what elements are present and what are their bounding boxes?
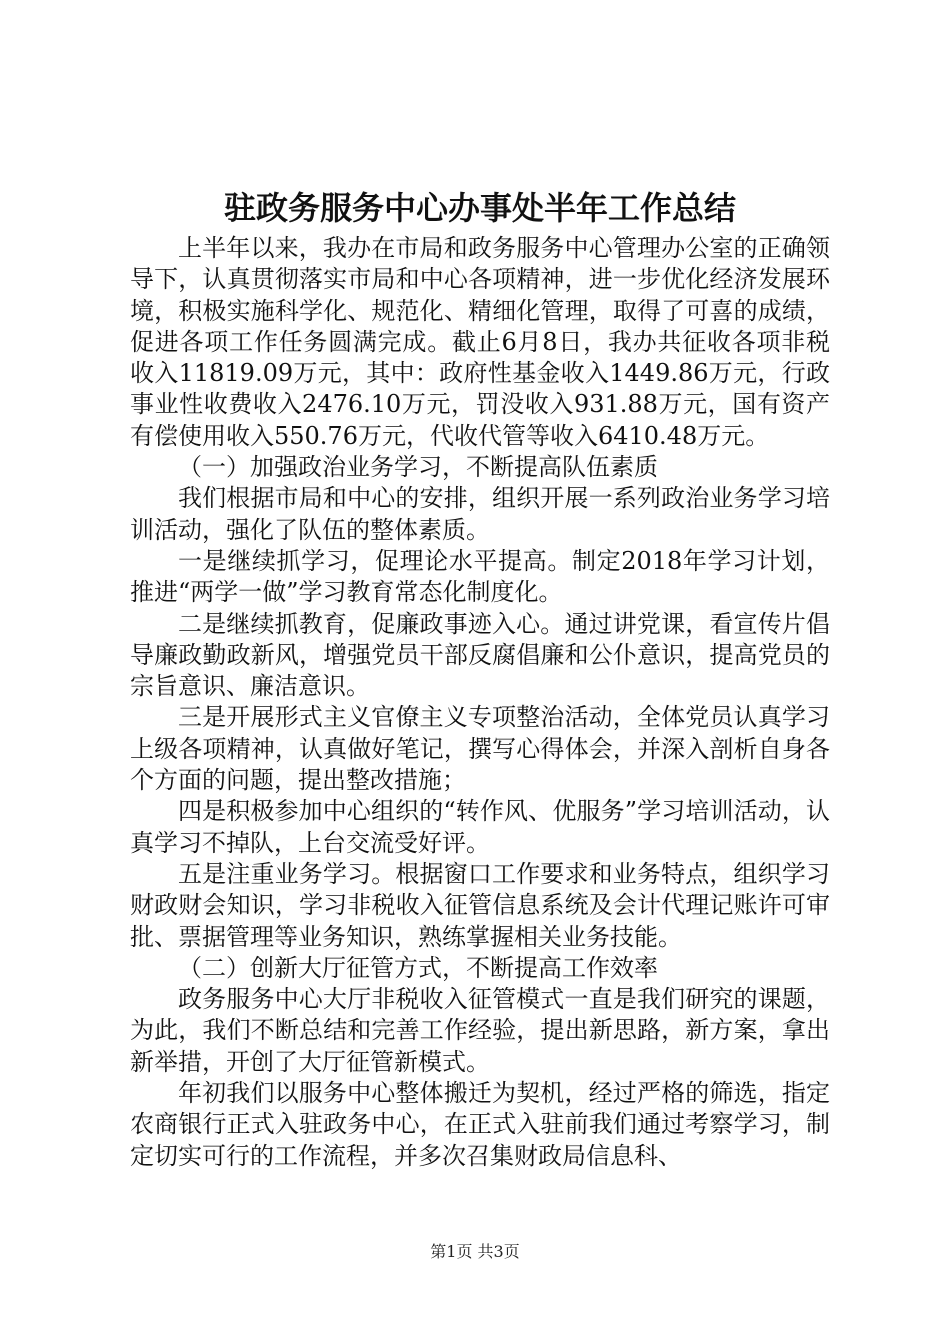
paragraph: 二是继续抓教育，促廉政事迹入心。通过讲党课，看宣传片倡导廉政勤政新风，增强党员干部反腐倡廉和公仆意识，提高党员的宗旨意识、廉洁意识。 [130, 609, 830, 701]
paragraph: 五是注重业务学习。根据窗口工作要求和业务特点，组织学习财政财会知识，学习非税收入征管信息系统及会计代理记账许可审批、票据管理等业务知识，熟练掌握相关业务技能。 [130, 859, 830, 951]
section-heading-2: （二）创新大厅征管方式，不断提高工作效率 [178, 953, 658, 982]
section-heading-1: （一）加强政治业务学习，不断提高队伍素质 [178, 453, 658, 482]
paragraph-intro: 上半年以来，我办在市局和政务服务中心管理办公室的正确领导下，认真贯彻落实市局和中心各项精神，进一步优化经济发展环境，积极实施科学化、规范化、精细化管理，取得了可喜的成绩，促进各项工作任务圆满完成。截止6月8日，我办共征收各项非税收入11819.09万元，其中：政府性基金收入1449.86万元，行政事业性收费收入2476.10万元，罚没收入931.88万元，国有资产有偿使用收入550.76万元，代收代管等收入6410.48万元。 [130, 234, 830, 450]
paragraph: 年初我们以服务中心整体搬迁为契机，经过严格的筛选，指定农商银行正式入驻政务中心，在正式入驻前我们通过考察学习，制定切实可行的工作流程，并多次召集财政局信息科、 [130, 1079, 830, 1170]
paragraph: 我们根据市局和中心的安排，组织开展一系列政治业务学习培训活动，强化了队伍的整体素质。 [130, 484, 830, 544]
document-title: 驻政务服务中心办事处半年工作总结 [223, 189, 736, 227]
paragraph: 政务服务中心大厅非税收入征管模式一直是我们研究的课题，为此，我们不断总结和完善工作经验，提出新思路，新方案，拿出新举措，开创了大厅征管新模式。 [130, 985, 830, 1076]
page-footer: 第1页 共3页 [430, 1242, 520, 1261]
paragraph: 一是继续抓学习，促理论水平提高。制定2018年学习计划，推进“两学一做”学习教育常态化制度化。 [130, 546, 830, 607]
document-body [130, 233, 830, 1172]
paragraph: 四是积极参加中心组织的“转作风、优服务”学习培训活动，认真学习不掉队，上台交流受好评。 [130, 797, 830, 857]
paragraph: 三是开展形式主义官僚主义专项整治活动，全体党员认真学习上级各项精神，认真做好笔记，撰写心得体会，并深入剖析自身各个方面的问题，提出整改措施； [130, 703, 830, 795]
